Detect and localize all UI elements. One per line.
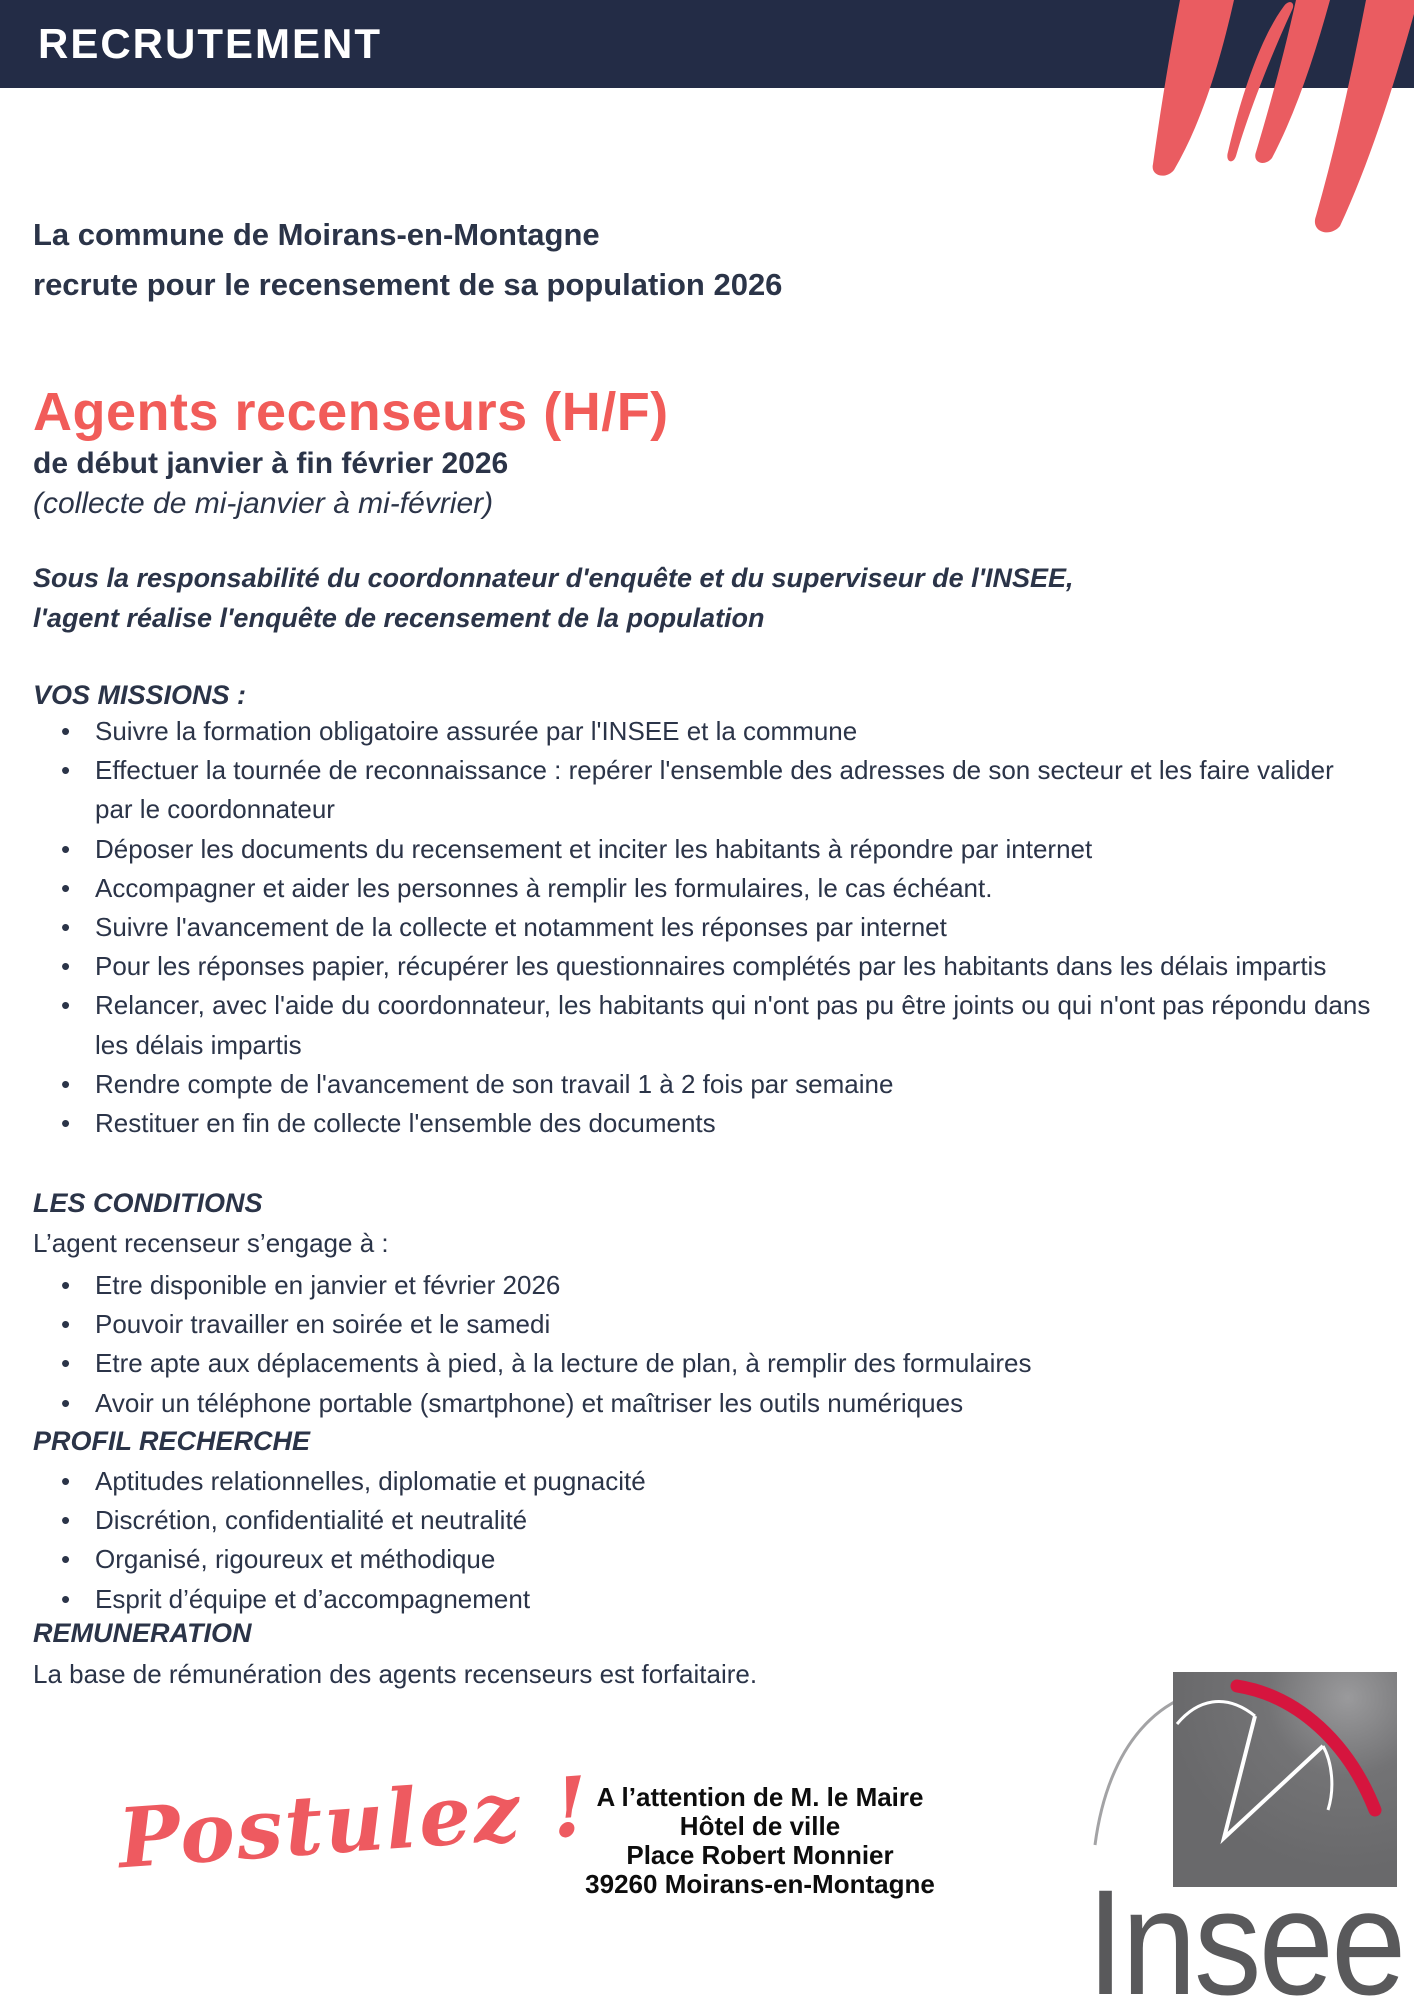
supervision-paragraph [33,558,1393,638]
conditions-lead: L’agent recenseur s’engage à : [33,1228,389,1258]
poster-title-line1: La commune de Moirans-en-Montagne [33,217,600,252]
list-item-text: Aptitudes relationnelles, diplomatie et pugnacité [95,1466,646,1496]
list-item [95,1462,1375,1501]
list-item [95,986,1375,1064]
list-item-text: Discrétion, confidentialité et neutralité [95,1505,528,1536]
list-item-text: Etre apte aux déplacements à pied, à la lecture de plan, à remplir des formulaires [95,1348,1032,1379]
list-item [95,1580,1375,1619]
list-item-text: Organisé, rigoureux et méthodique [95,1544,496,1575]
list-item-text: Suivre l'avancement de la collecte et notamment les réponses par internet [95,912,947,943]
list-item [95,1065,1375,1104]
list-item-text: Pouvoir travailler en soirée et le samedi [95,1309,551,1340]
list-item-text: Effectuer la tournée de reconnaissance : repérer l'ensemble des adresses de son secteur et les faire valider par le coordonnateur [95,755,1334,825]
list-item [95,1305,1375,1344]
conditions-list [33,1266,1375,1423]
remuneration-heading: REMUNERATION [33,1618,252,1648]
missions-list [33,712,1375,1143]
address-block [540,1783,980,1899]
list-item [95,947,1375,986]
profil-heading: PROFIL RECHERCHE [33,1426,311,1456]
period-bold: de début janvier à fin février 2026 [33,447,509,480]
list-item-text: Suivre la formation obligatoire assurée par l'INSEE et la commune [95,716,858,746]
list-item [95,830,1375,869]
insee-logo [1085,1660,1414,2000]
list-item [95,751,1375,829]
list-item-text: Relancer, avec l'aide du coordonnateur, les habitants qui n'ont pas pu être joints ou qui n'ont pas répondu dans les délais impartis [95,990,1371,1060]
address-line-place: Place Robert Monnier [626,1840,894,1870]
list-item-text: Etre disponible en janvier et février 2026 [95,1270,561,1300]
profil-list [33,1462,1375,1619]
list-item-text: Rendre compte de l'avancement de son travail 1 à 2 fois par semaine [95,1068,894,1099]
period-italic: (collecte de mi-janvier à mi-février) [33,487,494,520]
list-item [95,1501,1375,1540]
address-line-attention: A l’attention de M. le Maire [596,1782,924,1812]
list-item [95,1540,1375,1579]
insee-wordmark: Insee [1086,1859,1404,2000]
list-item-text: Avoir un téléphone portable (smartphone) et maîtriser les outils numériques [95,1387,964,1418]
brush-m-strokes [1153,0,1414,232]
address-line-city: 39260 Moirans-en-Montagne [585,1869,935,1899]
remuneration-text: La base de rémunération des agents recenseurs est forfaitaire. [33,1659,758,1689]
list-item [95,1104,1375,1143]
role-heading: Agents recenseurs (H/F) [33,382,669,442]
list-item-text: Déposer les documents du recensement et inciter les habitants à répondre par internet [95,833,1093,864]
list-item-text: Pour les réponses papier, récupérer les questionnaires complétés par les habitants dans les délais impartis [95,951,1327,982]
list-item [95,1384,1375,1423]
list-item-text: Accompagner et aider les personnes à remplir les formulaires, le cas échéant. [95,872,993,903]
list-item [95,908,1375,947]
postulez-cta: Postulez ! [115,1758,594,1888]
poster-title-line2: recrute pour le recensement de sa population 2026 [33,267,783,302]
banner-title: RECRUTEMENT [38,20,382,67]
list-item [95,1266,1375,1305]
list-item [95,1344,1375,1383]
supervision-line2: l'agent réalise l'enquête de recensement de la population [33,603,765,633]
conditions-heading: LES CONDITIONS [33,1188,263,1218]
list-item [95,869,1375,908]
address-line-hotel: Hôtel de ville [679,1811,841,1841]
supervision-line1: Sous la responsabilité du coordonnateur d'enquête et du superviseur de l'INSEE, [33,563,1074,593]
list-item [95,712,1375,751]
list-item-text: Restituer en fin de collecte l'ensemble des documents [95,1108,716,1139]
brush-m-logo [1144,0,1414,240]
missions-heading: VOS MISSIONS : [33,680,247,710]
poster-title [33,210,782,310]
list-item-text: Esprit d’équipe et d’accompagnement [95,1583,531,1614]
